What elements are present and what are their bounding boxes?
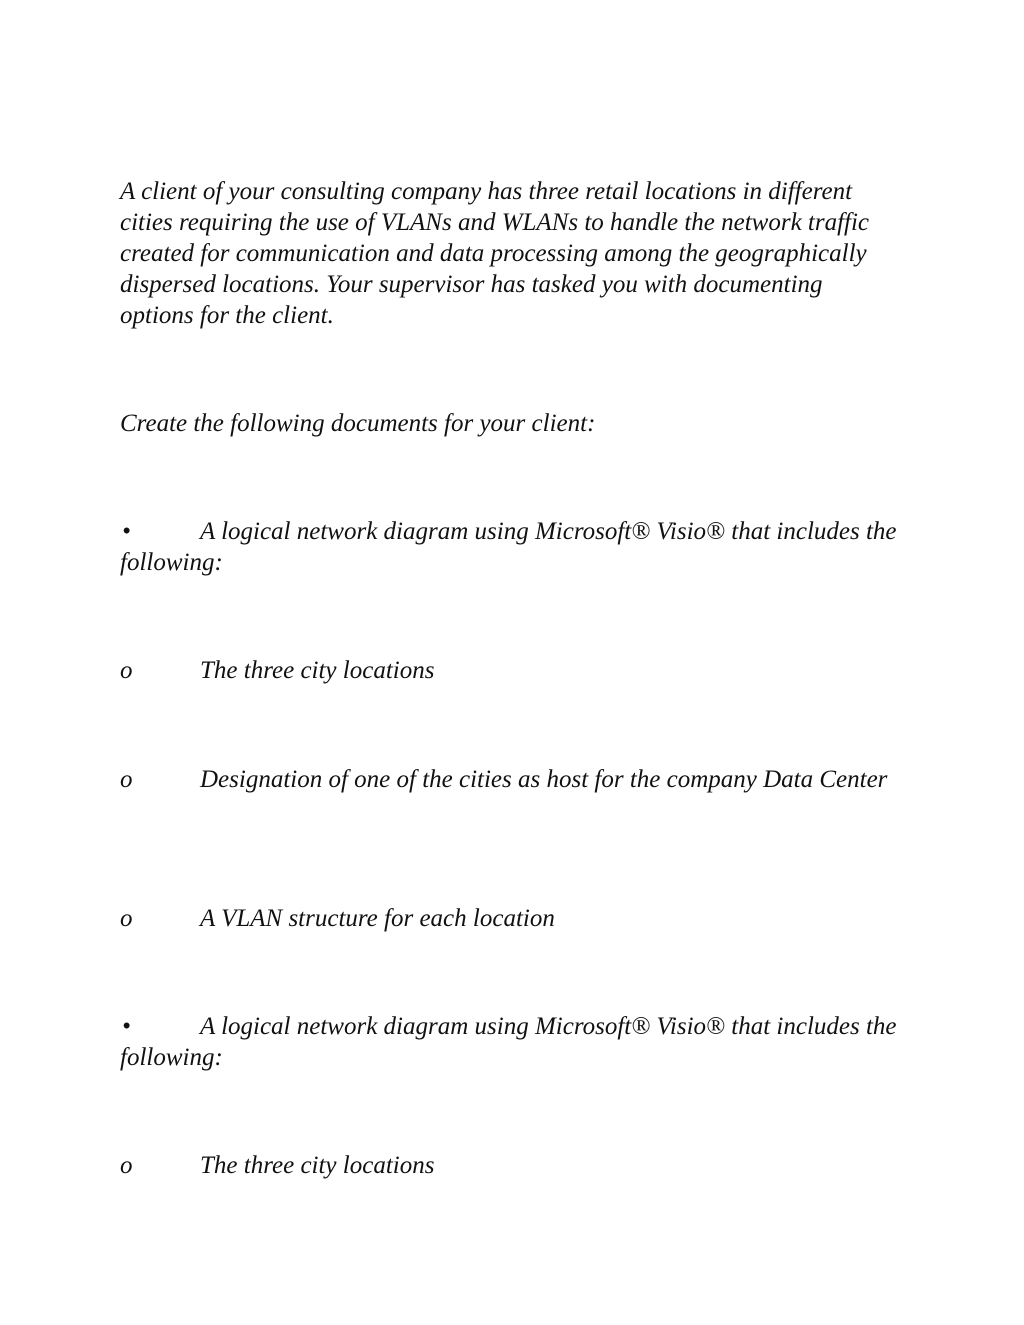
bullet-marker: • <box>122 518 131 545</box>
list-item <box>120 903 900 934</box>
bullet-marker: • <box>122 1013 131 1040</box>
instruction-paragraph: Create the following documents for your client: <box>120 410 596 437</box>
list-item <box>120 1011 900 1073</box>
sub-bullet-marker: o <box>120 657 133 684</box>
list-item <box>120 516 900 578</box>
sub-bullet-marker: o <box>120 766 133 793</box>
list-item-text: A logical network diagram using Microsoft® Visio® that includes the following: <box>120 518 897 576</box>
list-item-text: A logical network diagram using Microsoft® Visio® that includes the following: <box>120 1013 897 1071</box>
list-item <box>120 655 900 686</box>
list-item-text: Designation of one of the cities as host for the company Data Center <box>200 766 888 793</box>
list-item-text: The three city locations <box>200 1152 435 1179</box>
list-item <box>120 764 900 795</box>
list-item-text: A VLAN structure for each location <box>200 905 555 932</box>
list-item-text: The three city locations <box>200 657 435 684</box>
intro-paragraph: A client of your consulting company has three retail locations in different cities requiring the use of VLANs and WLANs to handle the network traffic created for communication and data processing among the geographically dispersed locations. Your supervisor has tasked you with documenting options for the client. <box>120 178 870 329</box>
sub-bullet-marker: o <box>120 905 133 932</box>
sub-bullet-marker: o <box>120 1152 133 1179</box>
list-item <box>120 1150 900 1181</box>
